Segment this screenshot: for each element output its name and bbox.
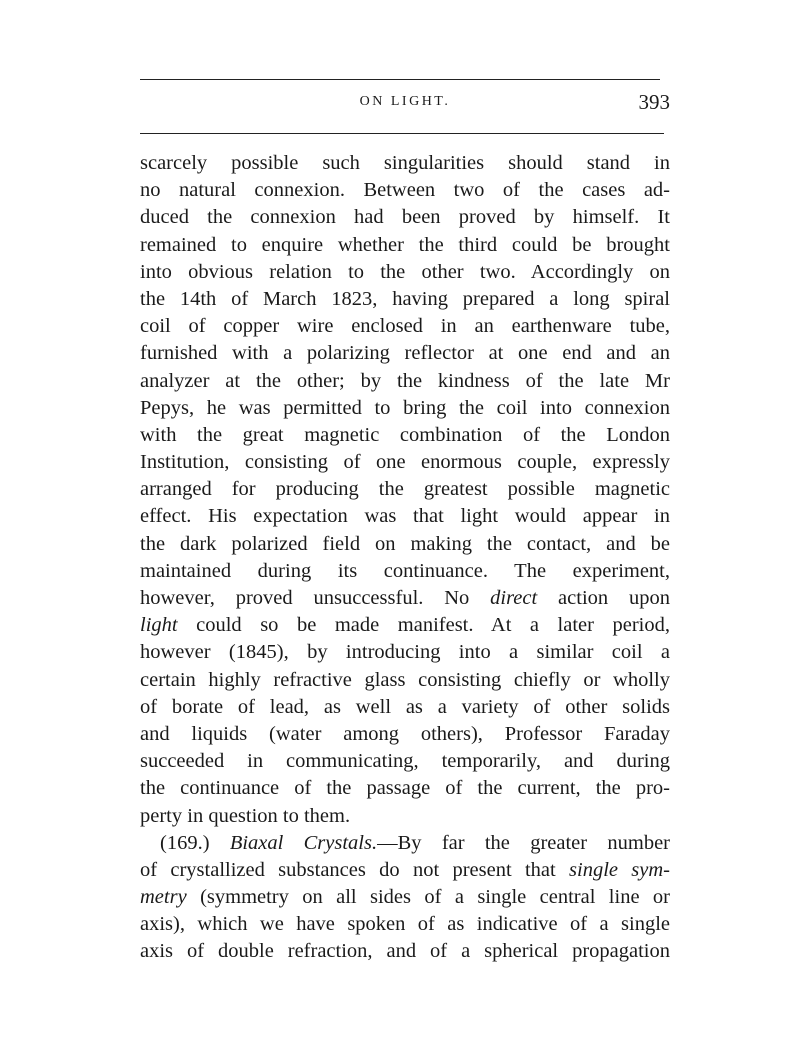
body-text [140, 150, 670, 966]
header-bottom-rule [140, 133, 664, 134]
running-head [140, 90, 670, 120]
text-line: axis of double refraction, and of a spherical propagation [140, 940, 670, 963]
text-line: Institution, consisting of one enormous couple, expressly [140, 451, 670, 474]
italic-text: light [140, 614, 178, 637]
page-number: 393 [638, 90, 670, 114]
text-line: the continuance of the passage of the current, the pro- [140, 777, 670, 800]
text-line: of crystallized substances do not present that single sym- [140, 858, 670, 881]
text-line: succeeded in communicating, temporarily, and during [140, 750, 670, 773]
italic-text: Biaxal Crystals. [229, 831, 378, 854]
text-line: the 14th of March 1823, having prepared a long spiral [140, 287, 670, 310]
section-heading-line: (169.) Biaxal Crystals.—By far the greater number [160, 831, 671, 854]
text-line: furnished with a polarizing reflector at one end and an [140, 342, 670, 365]
text-line: into obvious relation to the other two. Accordingly on [140, 260, 670, 283]
text-line: duced the connexion had been proved by himself. It [140, 206, 670, 229]
text-line: maintained during its continuance. The experiment, [140, 559, 670, 582]
text-line: effect. His expectation was that light would appear in [140, 505, 670, 528]
text-line: light could so be made manifest. At a later period, [140, 614, 670, 637]
text-line: coil of copper wire enclosed in an earthenware tube, [140, 315, 670, 338]
text-line: analyzer at the other; by the kindness of the late Mr [140, 369, 670, 392]
italic-text: single sym- [569, 858, 670, 881]
text-line: axis), which we have spoken of as indicative of a single [140, 913, 670, 936]
italic-text: direct [490, 587, 538, 609]
text-line: of borate of lead, as well as a variety of other solids [140, 695, 670, 718]
running-title: ON LIGHT. [359, 94, 451, 109]
text-line: scarcely possible such singularities should stand in [140, 152, 670, 174]
text-line: no natural connexion. Between two of the cases ad- [140, 179, 670, 202]
header-top-rule [140, 79, 660, 80]
text-line: certain highly refractive glass consisting chiefly or wholly [140, 668, 670, 691]
italic-text: metry [140, 886, 187, 909]
text-line: however, proved unsuccessful. No direct action upon [140, 587, 670, 609]
text-line: with the great magnetic combination of the London [140, 423, 670, 446]
text-line: perty in question to them. [140, 804, 351, 827]
text-line: metry (symmetry on all sides of a single central line or [140, 886, 670, 909]
text-line: arranged for producing the greatest possible magnetic [140, 478, 670, 501]
text-line: however (1845), by introducing into a similar coil a [140, 641, 670, 664]
text-line: and liquids (water among others), Professor Faraday [140, 722, 670, 745]
text-line: Pepys, he was permitted to bring the coil into connexion [140, 396, 670, 419]
text-line: remained to enquire whether the third could be brought [140, 233, 670, 256]
text-line: the dark polarized field on making the contact, and be [140, 532, 670, 555]
